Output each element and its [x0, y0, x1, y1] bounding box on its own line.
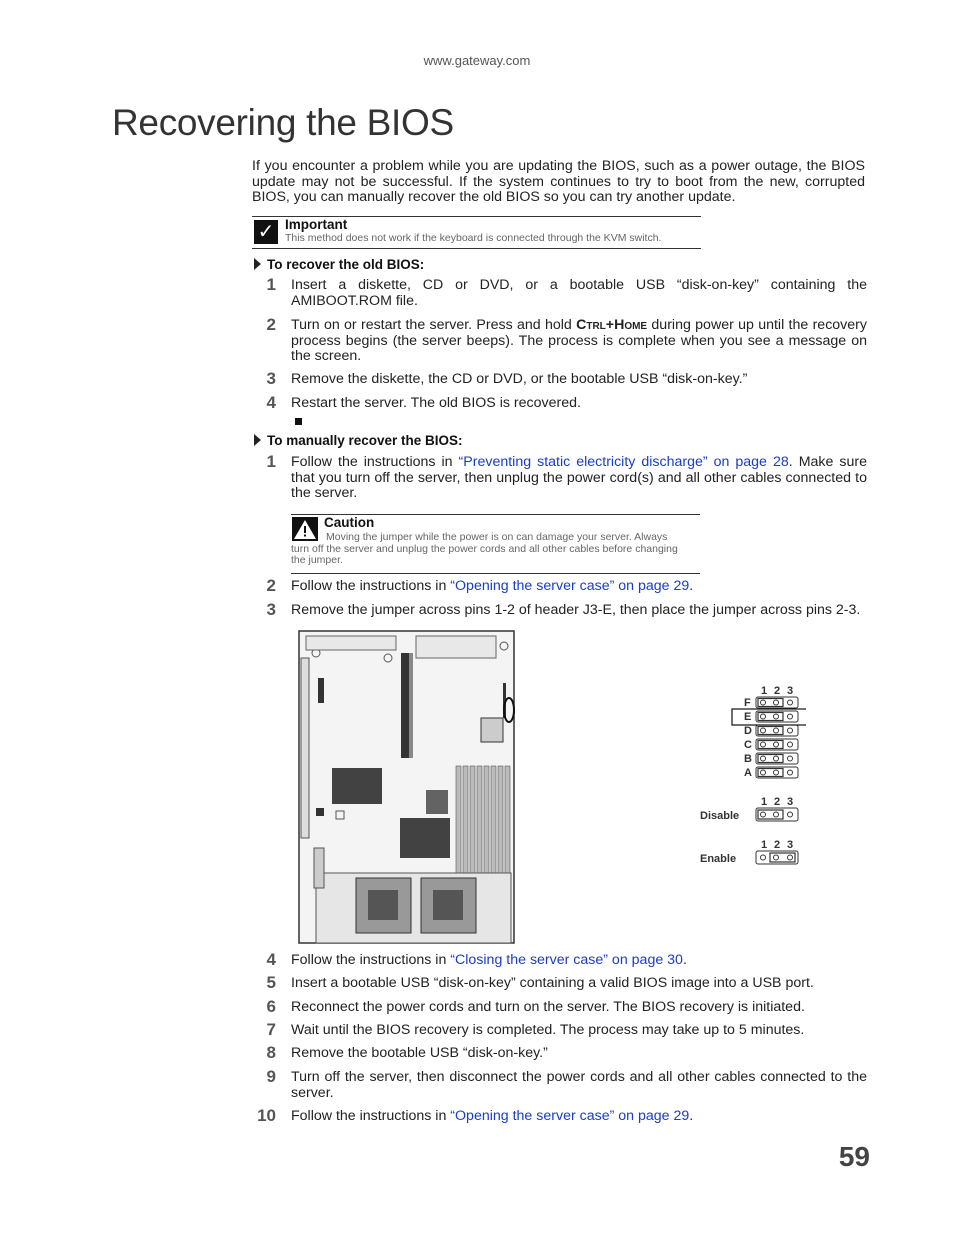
- step-text: Reconnect the power cords and turn on the server. The BIOS recovery is initiated.: [291, 999, 805, 1015]
- step-number: 2: [266, 576, 276, 595]
- link-opening-case[interactable]: “Opening the server case” on page 29: [450, 1108, 690, 1124]
- disable-label: Disable: [700, 810, 740, 822]
- caution-note: [291, 514, 700, 574]
- svg-text:2: 2: [774, 839, 781, 851]
- checkmark-icon: ✓: [254, 220, 278, 244]
- arrow-right-icon: [254, 258, 261, 270]
- step-text: Wait until the BIOS recovery is completed. The process may take up to 5 minutes.: [291, 1022, 805, 1038]
- step-number: 1: [266, 452, 276, 471]
- step-number: 4: [266, 393, 276, 412]
- important-text: This method does not work if the keyboard is connected through the KVM switch.: [285, 232, 662, 244]
- step-text: Follow the instructions in “Opening the server case” on page 29.: [291, 1108, 694, 1124]
- end-mark: [295, 418, 302, 425]
- row-label: C: [744, 739, 752, 751]
- step-number: 4: [266, 950, 276, 969]
- header-url: www.gateway.com: [423, 53, 531, 68]
- svg-text:3: 3: [787, 796, 794, 808]
- jumper-headers: [700, 685, 806, 865]
- step-number: 10: [257, 1106, 276, 1125]
- caution-text: Moving the jumper while the power is on can damage your server. Always turn off the server and unplug the power cords and all other cables before changing the jumper.: [291, 531, 678, 566]
- step-number: 1: [266, 275, 276, 294]
- step-number: 8: [266, 1043, 276, 1062]
- step-number: 9: [266, 1067, 276, 1086]
- key-combo: Ctrl+Home: [576, 317, 648, 333]
- link-static-discharge[interactable]: “Preventing static electricity discharge” on page 28: [458, 454, 789, 470]
- link-opening-case[interactable]: “Opening the server case” on page 29: [450, 578, 690, 594]
- important-heading: Important: [285, 217, 348, 232]
- enable-label: Enable: [700, 853, 737, 865]
- intro-paragraph: If you encounter a problem while you are updating the BIOS, such as a power outage, the BIOS update may not be successful. If the system continues to try to boot from the new, corrupted BIOS, you can manually recover the old BIOS so you can try another update.: [252, 158, 865, 206]
- row-label: F: [744, 697, 751, 709]
- svg-text:1: 1: [761, 796, 768, 808]
- step-text: Remove the diskette, the CD or DVD, or the bootable USB “disk-on-key.”: [291, 371, 748, 387]
- pin-number: 1: [761, 685, 768, 697]
- step-number: 3: [266, 600, 276, 619]
- step-number: 3: [266, 369, 276, 388]
- step-text: Remove the jumper across pins 1-2 of header J3-E, then place the jumper across pins 2-3.: [291, 602, 861, 618]
- page-title: Recovering the BIOS: [112, 102, 454, 143]
- step-text: Insert a bootable USB “disk-on-key” containing a valid BIOS image into a USB port.: [291, 975, 814, 991]
- step-text: Turn off the server, then disconnect the power cords and all other cables connected to the server.: [291, 1069, 867, 1101]
- pin-number: 2: [774, 685, 781, 697]
- step-text: Follow the instructions in “Preventing static electricity discharge” on page 28. Make sure that you turn off the server, then unplug the power cord(s) and all other cables connected to the server.: [291, 454, 867, 502]
- step-text: Follow the instructions in “Opening the server case” on page 29.: [291, 578, 694, 594]
- pin-number: 3: [787, 685, 794, 697]
- step-number: 7: [266, 1020, 276, 1039]
- important-note: [252, 216, 701, 249]
- row-label: E: [744, 711, 752, 723]
- procedure-heading-manual: To manually recover the BIOS:: [254, 433, 463, 448]
- step-number: 2: [266, 315, 276, 334]
- row-label: D: [744, 725, 752, 737]
- link-closing-case[interactable]: “Closing the server case” on page 30: [450, 952, 683, 968]
- step-text: Remove the bootable USB “disk-on-key.”: [291, 1045, 548, 1061]
- motherboard-jumper-diagram: [296, 628, 806, 946]
- svg-text:3: 3: [787, 839, 794, 851]
- step-text: Insert a diskette, CD or DVD, or a bootable USB “disk-on-key” containing the AMIBOOT.ROM file.: [291, 277, 867, 309]
- motherboard-illustration: [299, 631, 514, 943]
- step-text: Turn on or restart the server. Press and hold Ctrl+Home during power up until the recovery process begins (the server beeps). The process is complete when you see a message on the screen.: [291, 317, 867, 365]
- page-number: 59: [838, 1141, 870, 1172]
- step-text: Follow the instructions in “Closing the server case” on page 30.: [291, 952, 687, 968]
- svg-text:1: 1: [761, 839, 768, 851]
- caution-heading: Caution: [324, 515, 375, 530]
- step-number: 5: [266, 973, 276, 992]
- row-label: B: [744, 753, 752, 765]
- step-number: 6: [266, 997, 276, 1016]
- svg-text:2: 2: [774, 796, 781, 808]
- step-text: Restart the server. The old BIOS is recovered.: [291, 395, 581, 411]
- row-label: A: [744, 767, 752, 779]
- arrow-right-icon: [254, 434, 261, 446]
- procedure-heading-recover: To recover the old BIOS:: [254, 257, 424, 272]
